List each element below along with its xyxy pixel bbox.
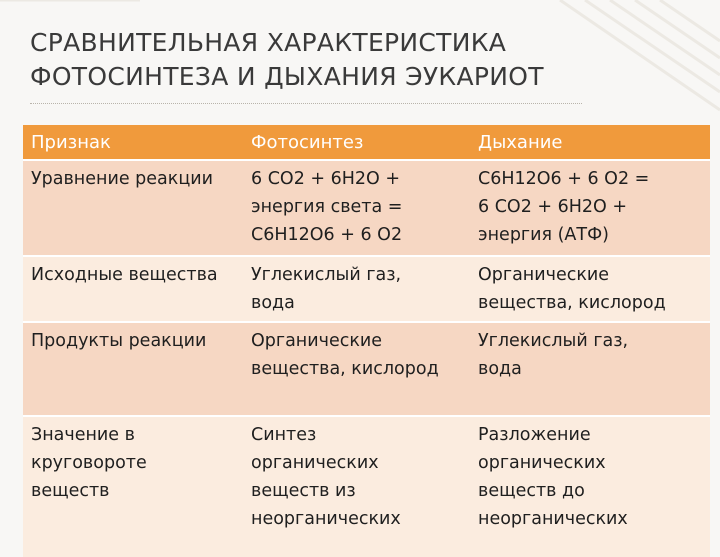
table-header-row bbox=[23, 125, 710, 160]
comparison-table bbox=[23, 125, 710, 557]
table-row bbox=[23, 256, 710, 322]
table-cell: Разложение органических веществ до неорганических bbox=[470, 416, 710, 557]
table-cell: Углекислый газ, вода bbox=[470, 322, 710, 416]
header-cell-feature: Признак bbox=[23, 125, 243, 160]
page-title bbox=[30, 26, 690, 94]
table-cell: Уравнение реакции bbox=[23, 160, 243, 256]
table-cell: 6 СО2 + 6Н2О + энергия света = С6Н12О6 + 6 О2 bbox=[243, 160, 470, 256]
title-divider bbox=[30, 103, 582, 104]
table-cell: Синтез органических веществ из неорганических bbox=[243, 416, 470, 557]
page-title-line-2: ФОТОСИНТЕЗА И ДЫХАНИЯ ЭУКАРИОТ bbox=[30, 62, 544, 91]
table-cell: С6Н12О6 + 6 О2 = 6 СО2 + 6Н2О + энергия (АТФ) bbox=[470, 160, 710, 256]
table-cell: Органические вещества, кислород bbox=[243, 322, 470, 416]
header-cell-respiration: Дыхание bbox=[470, 125, 710, 160]
table-cell: Органические вещества, кислород bbox=[470, 256, 710, 322]
table-cell: Продукты реакции bbox=[23, 322, 243, 416]
header-cell-photosynthesis: Фотосинтез bbox=[243, 125, 470, 160]
table-row bbox=[23, 160, 710, 256]
table-cell: Углекислый газ, вода bbox=[243, 256, 470, 322]
page-title-line-1: СРАВНИТЕЛЬНАЯ ХАРАКТЕРИСТИКА bbox=[30, 28, 507, 57]
table-cell: Исходные вещества bbox=[23, 256, 243, 322]
table-row bbox=[23, 322, 710, 416]
table-cell: Значение в круговороте веществ bbox=[23, 416, 243, 557]
table-row bbox=[23, 416, 710, 557]
